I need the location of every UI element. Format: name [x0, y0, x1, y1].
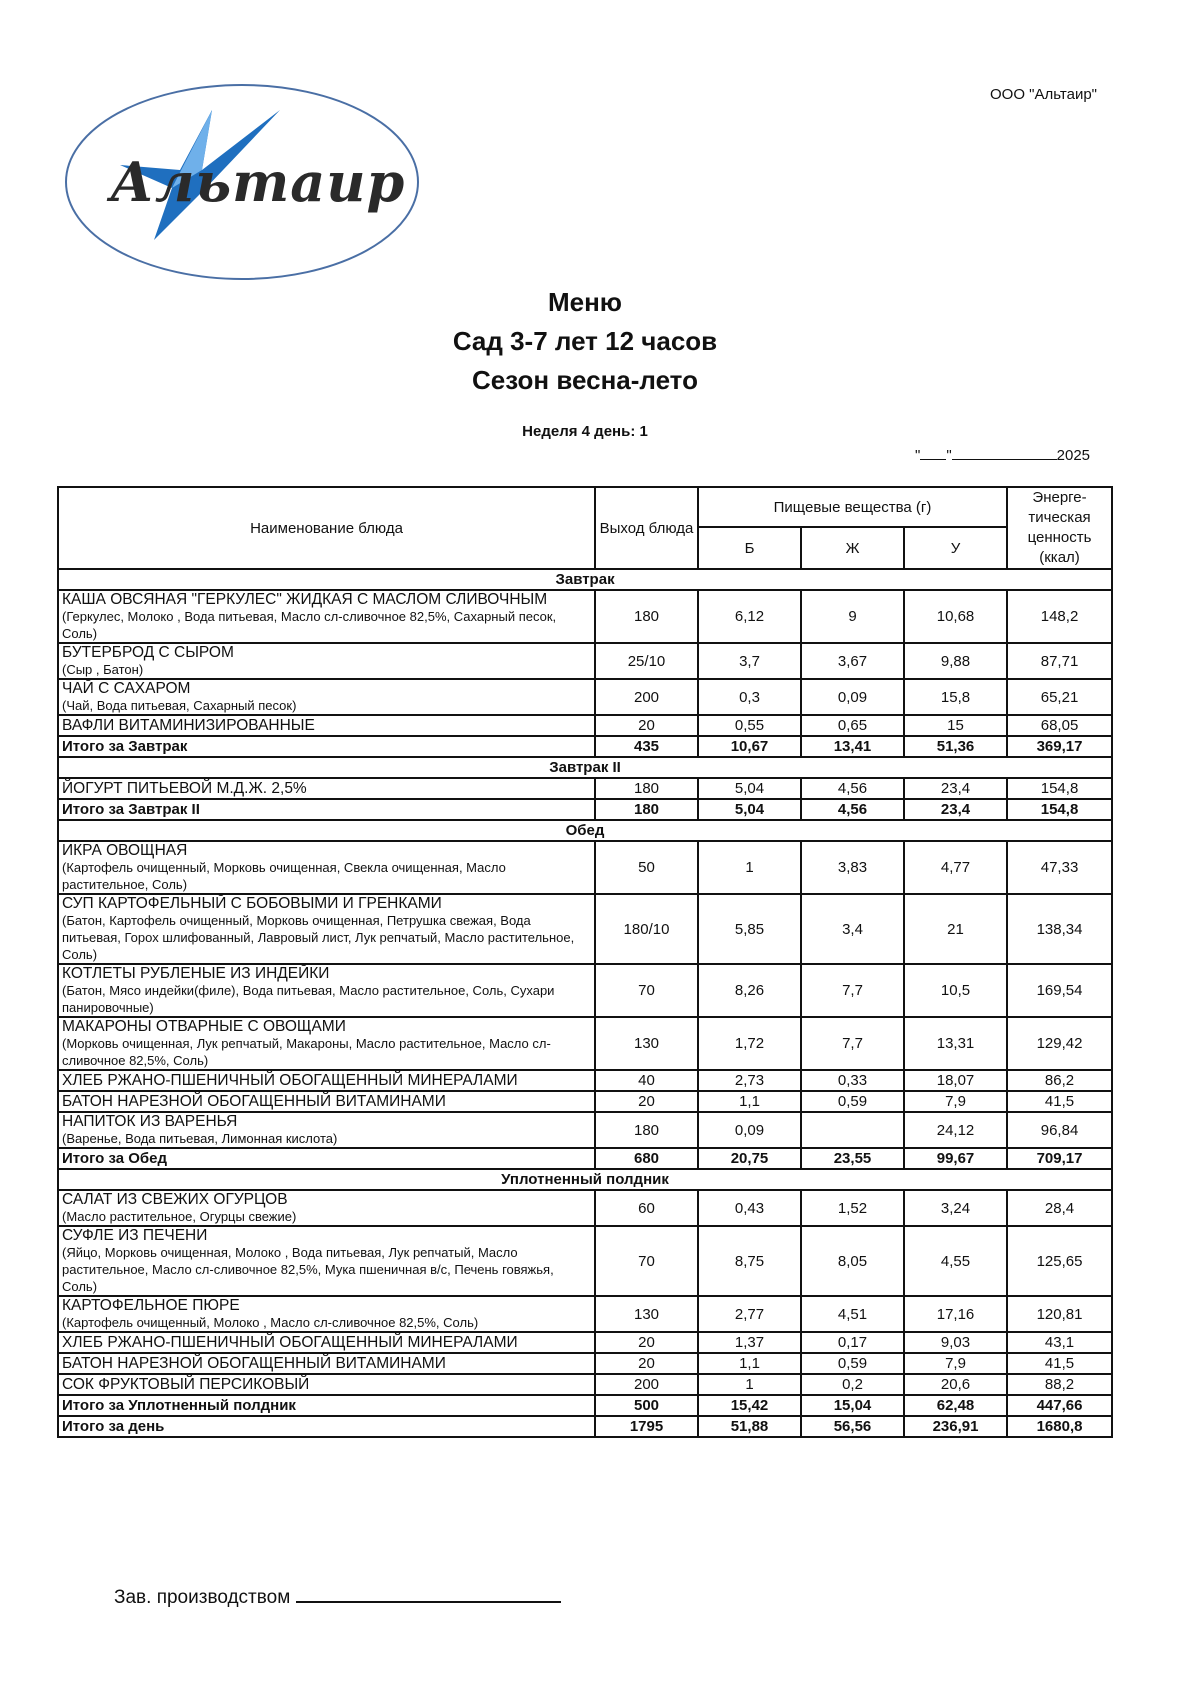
dish-name: СУФЛЕ ИЗ ПЕЧЕНИ — [62, 1227, 208, 1244]
section-row — [58, 820, 1112, 841]
dish-output: 20 — [595, 715, 698, 736]
dish-u: 18,07 — [904, 1070, 1007, 1091]
dish-name-cell — [58, 1353, 595, 1374]
dish-zh: 4,56 — [801, 778, 904, 799]
dish-output: 20 — [595, 1353, 698, 1374]
dish-zh: 3,4 — [801, 894, 904, 964]
dish-b: 1,37 — [698, 1332, 801, 1353]
dish-row — [58, 1112, 1112, 1148]
dish-kcal: 41,5 — [1007, 1353, 1112, 1374]
dish-b: 5,85 — [698, 894, 801, 964]
dish-kcal: 138,34 — [1007, 894, 1112, 964]
page-title: Меню — [547, 287, 623, 317]
section-title: Завтрак II — [58, 757, 1112, 778]
total-kcal: 447,66 — [1007, 1395, 1112, 1416]
dish-u: 4,55 — [904, 1226, 1007, 1296]
dish-output: 180/10 — [595, 894, 698, 964]
dish-name: СОК ФРУКТОВЫЙ ПЕРСИКОВЫЙ — [62, 1376, 310, 1393]
dish-name-cell — [58, 1190, 595, 1226]
dish-output: 50 — [595, 841, 698, 894]
dish-zh: 1,52 — [801, 1190, 904, 1226]
section-row — [58, 569, 1112, 590]
dish-output: 70 — [595, 964, 698, 1017]
dish-kcal: 87,71 — [1007, 643, 1112, 679]
day-total-output: 1795 — [595, 1416, 698, 1437]
dish-ingredients: (Яйцо, Морковь очищенная, Молоко , Вода питьевая, Лук репчатый, Масло растительное, Масло сл-сливочное 82,5%, Мука пшеничная в/с, Печень говяжья, Соль) — [62, 1245, 554, 1294]
dish-output: 70 — [595, 1226, 698, 1296]
dish-u: 20,6 — [904, 1374, 1007, 1395]
total-b: 20,75 — [698, 1148, 801, 1169]
dish-kcal: 43,1 — [1007, 1332, 1112, 1353]
dish-output: 130 — [595, 1017, 698, 1070]
dish-row — [58, 1332, 1112, 1353]
day-total-u: 236,91 — [904, 1416, 1007, 1437]
dish-output: 40 — [595, 1070, 698, 1091]
dish-name-cell — [58, 1374, 595, 1395]
section-row — [58, 1169, 1112, 1190]
dish-u: 10,68 — [904, 590, 1007, 643]
dish-row — [58, 1226, 1112, 1296]
dish-u: 23,4 — [904, 778, 1007, 799]
header-dish-name: Наименование блюда — [58, 487, 595, 569]
logo-text: Альтаир — [110, 150, 406, 214]
dish-b: 2,77 — [698, 1296, 801, 1332]
dish-b: 5,04 — [698, 778, 801, 799]
dish-name: ВАФЛИ ВИТАМИНИЗИРОВАННЫЕ — [62, 717, 315, 734]
dish-name: КАРТОФЕЛЬНОЕ ПЮРЕ — [62, 1297, 240, 1314]
dish-name-cell — [58, 1226, 595, 1296]
dish-kcal: 120,81 — [1007, 1296, 1112, 1332]
dish-row — [58, 841, 1112, 894]
total-output: 680 — [595, 1148, 698, 1169]
total-kcal: 154,8 — [1007, 799, 1112, 820]
dish-kcal: 86,2 — [1007, 1070, 1112, 1091]
day-total-label: Итого за день — [58, 1416, 595, 1437]
dish-u: 24,12 — [904, 1112, 1007, 1148]
total-u: 62,48 — [904, 1395, 1007, 1416]
dish-row — [58, 1353, 1112, 1374]
dish-zh: 0,33 — [801, 1070, 904, 1091]
dish-b: 0,3 — [698, 679, 801, 715]
dish-row — [58, 1296, 1112, 1332]
dish-output: 180 — [595, 590, 698, 643]
dish-ingredients: (Батон, Мясо индейки(филе), Вода питьевая, Масло растительное, Соль, Сухари панировочные) — [62, 983, 555, 1015]
dish-b: 1 — [698, 841, 801, 894]
dish-zh: 3,83 — [801, 841, 904, 894]
section-row — [58, 757, 1112, 778]
dish-zh: 7,7 — [801, 964, 904, 1017]
day-total-kcal: 1680,8 — [1007, 1416, 1112, 1437]
dish-kcal: 88,2 — [1007, 1374, 1112, 1395]
dish-kcal: 129,42 — [1007, 1017, 1112, 1070]
dish-kcal: 148,2 — [1007, 590, 1112, 643]
signature-line — [114, 1587, 561, 1609]
dish-b: 1,72 — [698, 1017, 801, 1070]
header-energy: Энерге-тическая ценность (ккал) — [1007, 487, 1112, 569]
dish-name-cell — [58, 679, 595, 715]
dish-name-cell — [58, 1112, 595, 1148]
dish-ingredients: (Сыр , Батон) — [62, 662, 144, 677]
dish-row — [58, 1190, 1112, 1226]
dish-b: 0,09 — [698, 1112, 801, 1148]
dish-zh: 8,05 — [801, 1226, 904, 1296]
dish-zh: 0,59 — [801, 1353, 904, 1374]
dish-b: 8,26 — [698, 964, 801, 1017]
dish-name: МАКАРОНЫ ОТВАРНЫЕ С ОВОЩАМИ — [62, 1018, 346, 1035]
menu-table — [57, 486, 1113, 1438]
dish-row — [58, 643, 1112, 679]
dish-u: 13,31 — [904, 1017, 1007, 1070]
total-zh: 4,56 — [801, 799, 904, 820]
dish-zh: 4,51 — [801, 1296, 904, 1332]
dish-row — [58, 590, 1112, 643]
dish-kcal: 125,65 — [1007, 1226, 1112, 1296]
dish-name: БАТОН НАРЕЗНОЙ ОБОГАЩЕННЫЙ ВИТАМИНАМИ — [62, 1093, 446, 1110]
company-name: ООО "Альтаир" — [990, 86, 1097, 103]
dish-kcal: 169,54 — [1007, 964, 1112, 1017]
day-total-b: 51,88 — [698, 1416, 801, 1437]
dish-u: 15,8 — [904, 679, 1007, 715]
dish-u: 3,24 — [904, 1190, 1007, 1226]
dish-zh: 0,59 — [801, 1091, 904, 1112]
dish-row — [58, 715, 1112, 736]
dish-ingredients: (Масло растительное, Огурцы свежие) — [62, 1209, 297, 1224]
total-label: Итого за Уплотненный полдник — [58, 1395, 595, 1416]
section-total-row — [58, 1148, 1112, 1169]
dish-output: 130 — [595, 1296, 698, 1332]
date-year: 2025 — [1056, 447, 1091, 464]
total-label: Итого за Завтрак II — [58, 799, 595, 820]
dish-b: 3,7 — [698, 643, 801, 679]
dish-name-cell — [58, 778, 595, 799]
dish-output: 200 — [595, 1374, 698, 1395]
dish-u: 21 — [904, 894, 1007, 964]
dish-name-cell — [58, 643, 595, 679]
dish-row — [58, 679, 1112, 715]
section-title: Завтрак — [58, 569, 1112, 590]
dish-name: ЙОГУРТ ПИТЬЕВОЙ М.Д.Ж. 2,5% — [62, 780, 307, 797]
dish-zh: 7,7 — [801, 1017, 904, 1070]
signature-label: Зав. производством — [114, 1587, 291, 1608]
dish-ingredients: (Чай, Вода питьевая, Сахарный песок) — [62, 698, 297, 713]
dish-ingredients: (Картофель очищенный, Морковь очищенная, Свекла очищенная, Масло растительное, Соль) — [62, 860, 506, 892]
header-fat: Ж — [801, 527, 904, 569]
total-b: 10,67 — [698, 736, 801, 757]
dish-row — [58, 1091, 1112, 1112]
dish-row — [58, 964, 1112, 1017]
dish-name: КАША ОВСЯНАЯ "ГЕРКУЛЕС" ЖИДКАЯ С МАСЛОМ СЛИВОЧНЫМ — [62, 591, 548, 608]
dish-u: 7,9 — [904, 1353, 1007, 1374]
dish-u: 10,5 — [904, 964, 1007, 1017]
dish-b: 6,12 — [698, 590, 801, 643]
dish-name-cell — [58, 1070, 595, 1091]
section-title: Уплотненный полдник — [58, 1169, 1112, 1190]
dish-zh: 0,17 — [801, 1332, 904, 1353]
dish-zh: 0,09 — [801, 679, 904, 715]
dish-kcal: 68,05 — [1007, 715, 1112, 736]
dish-output: 180 — [595, 778, 698, 799]
dish-name: ЧАЙ С САХАРОМ — [62, 680, 191, 697]
dish-name: СУП КАРТОФЕЛЬНЫЙ С БОБОВЫМИ И ГРЕНКАМИ — [62, 895, 442, 912]
total-kcal: 369,17 — [1007, 736, 1112, 757]
dish-name-cell — [58, 590, 595, 643]
dish-kcal: 96,84 — [1007, 1112, 1112, 1148]
dish-name: ХЛЕБ РЖАНО-ПШЕНИЧНЫЙ ОБОГАЩЕННЫЙ МИНЕРАЛАМИ — [62, 1334, 518, 1351]
dish-row — [58, 778, 1112, 799]
dish-zh: 0,65 — [801, 715, 904, 736]
dish-name: САЛАТ ИЗ СВЕЖИХ ОГУРЦОВ — [62, 1191, 288, 1208]
section-title: Обед — [58, 820, 1112, 841]
dish-zh: 0,2 — [801, 1374, 904, 1395]
dish-row — [58, 894, 1112, 964]
dish-kcal: 41,5 — [1007, 1091, 1112, 1112]
total-output: 435 — [595, 736, 698, 757]
dish-kcal: 28,4 — [1007, 1190, 1112, 1226]
dish-zh: 9 — [801, 590, 904, 643]
total-zh: 15,04 — [801, 1395, 904, 1416]
dish-u: 15 — [904, 715, 1007, 736]
dish-u: 9,03 — [904, 1332, 1007, 1353]
dish-output: 200 — [595, 679, 698, 715]
dish-kcal: 65,21 — [1007, 679, 1112, 715]
dish-zh: 3,67 — [801, 643, 904, 679]
dish-output: 20 — [595, 1091, 698, 1112]
dish-b: 1,1 — [698, 1091, 801, 1112]
dish-ingredients: (Батон, Картофель очищенный, Морковь очищенная, Петрушка свежая, Вода питьевая, Горох шлифованный, Лавровый лист, Лук репчатый, Масло растительное, Соль) — [62, 913, 575, 962]
header-protein: Б — [698, 527, 801, 569]
dish-name-cell — [58, 1296, 595, 1332]
dish-u: 9,88 — [904, 643, 1007, 679]
total-u: 99,67 — [904, 1148, 1007, 1169]
day-total-zh: 56,56 — [801, 1416, 904, 1437]
total-label: Итого за Обед — [58, 1148, 595, 1169]
total-label: Итого за Завтрак — [58, 736, 595, 757]
dish-b: 0,55 — [698, 715, 801, 736]
dish-u: 17,16 — [904, 1296, 1007, 1332]
total-output: 180 — [595, 799, 698, 820]
dish-name: БУТЕРБРОД С СЫРОМ — [62, 644, 234, 661]
dish-ingredients: (Картофель очищенный, Молоко , Масло сл-сливочное 82,5%, Соль) — [62, 1315, 479, 1330]
dish-ingredients: (Морковь очищенная, Лук репчатый, Макароны, Масло растительное, Масло сл-сливочное 82,5%, Соль) — [62, 1036, 551, 1068]
dish-b: 2,73 — [698, 1070, 801, 1091]
dish-output: 25/10 — [595, 643, 698, 679]
dish-row — [58, 1070, 1112, 1091]
total-output: 500 — [595, 1395, 698, 1416]
total-zh: 23,55 — [801, 1148, 904, 1169]
total-kcal: 709,17 — [1007, 1148, 1112, 1169]
dish-name-cell — [58, 1091, 595, 1112]
dish-output: 180 — [595, 1112, 698, 1148]
section-total-row — [58, 1395, 1112, 1416]
section-total-row — [58, 736, 1112, 757]
dish-name: НАПИТОК ИЗ ВАРЕНЬЯ — [62, 1113, 238, 1130]
total-b: 5,04 — [698, 799, 801, 820]
total-u: 23,4 — [904, 799, 1007, 820]
dish-zh — [801, 1112, 904, 1148]
section-total-row — [58, 799, 1112, 820]
dish-name-cell — [58, 841, 595, 894]
header-nutrients: Пищевые вещества (г) — [698, 487, 1007, 527]
dish-u: 7,9 — [904, 1091, 1007, 1112]
dish-name: ХЛЕБ РЖАНО-ПШЕНИЧНЫЙ ОБОГАЩЕННЫЙ МИНЕРАЛАМИ — [62, 1072, 518, 1089]
dish-name: БАТОН НАРЕЗНОЙ ОБОГАЩЕННЫЙ ВИТАМИНАМИ — [62, 1355, 446, 1372]
dish-ingredients: (Варенье, Вода питьевая, Лимонная кислота) — [62, 1131, 338, 1146]
total-u: 51,36 — [904, 736, 1007, 757]
dish-name-cell — [58, 894, 595, 964]
dish-u: 4,77 — [904, 841, 1007, 894]
dish-b: 8,75 — [698, 1226, 801, 1296]
season-title: Сезон весна-лето — [472, 365, 698, 395]
page-subtitle: Сад 3-7 лет 12 часов — [452, 326, 718, 356]
date-field: " " 2025 — [915, 447, 1091, 464]
dish-output: 20 — [595, 1332, 698, 1353]
dish-name: КОТЛЕТЫ РУБЛЕНЫЕ ИЗ ИНДЕЙКИ — [62, 965, 330, 982]
day-total-row — [58, 1416, 1112, 1437]
dish-kcal: 154,8 — [1007, 778, 1112, 799]
dish-row — [58, 1374, 1112, 1395]
week-day-label: Неделя 4 день: 1 — [522, 423, 648, 440]
dish-name-cell — [58, 964, 595, 1017]
dish-name-cell — [58, 1017, 595, 1070]
dish-name: ИКРА ОВОЩНАЯ — [62, 842, 188, 859]
menu-body — [58, 569, 1112, 1437]
dish-b: 1,1 — [698, 1353, 801, 1374]
header-output: Выход блюда — [595, 487, 698, 569]
dish-name-cell — [58, 1332, 595, 1353]
header-carbs: У — [904, 527, 1007, 569]
dish-row — [58, 1017, 1112, 1070]
dish-b: 1 — [698, 1374, 801, 1395]
dish-b: 0,43 — [698, 1190, 801, 1226]
dish-kcal: 47,33 — [1007, 841, 1112, 894]
dish-output: 60 — [595, 1190, 698, 1226]
dish-ingredients: (Геркулес, Молоко , Вода питьевая, Масло сл-сливочное 82,5%, Сахарный песок, Соль) — [62, 609, 557, 641]
total-zh: 13,41 — [801, 736, 904, 757]
dish-name-cell — [58, 715, 595, 736]
total-b: 15,42 — [698, 1395, 801, 1416]
